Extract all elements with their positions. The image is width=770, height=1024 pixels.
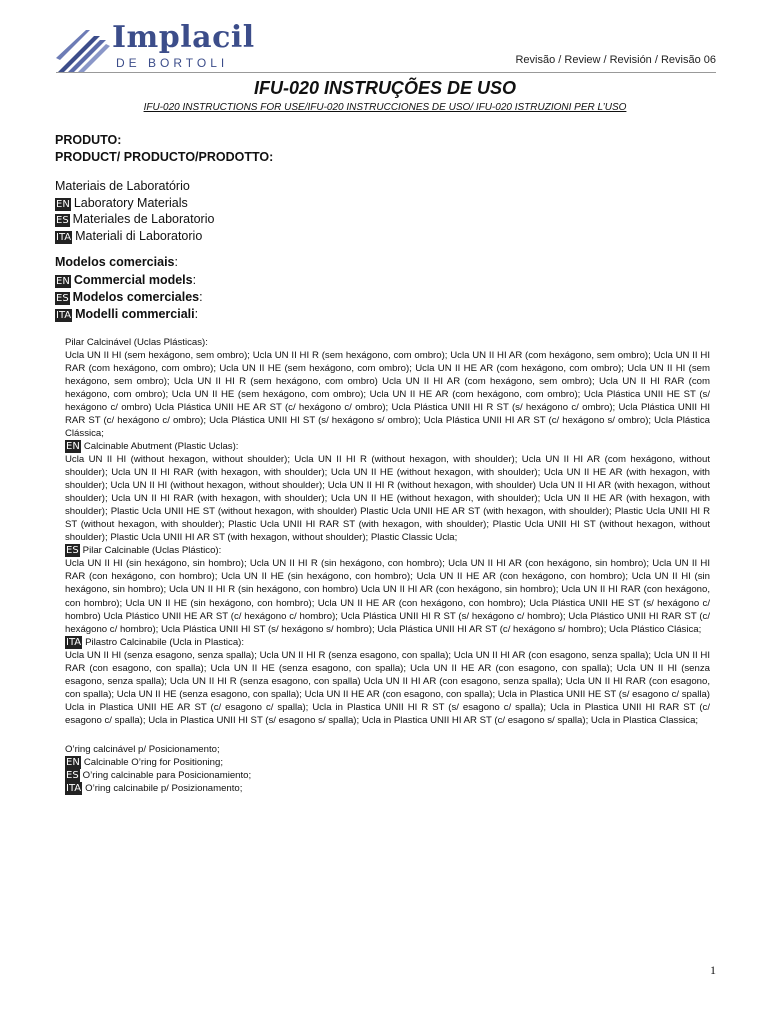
oring-it-text: O’ring calcinabile p/ Posizionamento; xyxy=(85,783,243,795)
en-block-heading-text: Calcinable Abutment (Plastic Uclas): xyxy=(83,440,239,452)
oring-en-text: Calcinable O’ring for Positioning; xyxy=(83,757,223,769)
models-pt: Modelos comerciais: xyxy=(55,255,178,270)
models-en: EN Commercial models: xyxy=(56,272,197,287)
language-tag-ita: ITA xyxy=(56,310,72,322)
language-tag-es: ES xyxy=(66,545,79,557)
models-it-text: Modelli commerciali xyxy=(75,307,195,322)
models-list xyxy=(55,336,710,727)
language-tag-en: EN xyxy=(56,198,70,210)
document-title: IFU-020 INSTRUÇÕES DE USO xyxy=(253,78,517,98)
en-block-heading xyxy=(65,440,710,453)
it-block-heading-text: Pilastro Calcinabile (Ucla in Plastica): xyxy=(85,636,245,648)
revision-label: Revisão / Review / Revisión / Revisão 06 xyxy=(515,54,716,66)
language-tag-en: EN xyxy=(66,440,80,452)
materials-it xyxy=(55,228,710,245)
models-it: ITA Modelli commerciali: xyxy=(56,307,199,322)
it-block-heading xyxy=(65,636,710,649)
es-block-heading-text: Pilar Calcinable (Uclas Plástico): xyxy=(82,545,222,557)
materials-section xyxy=(55,178,710,244)
language-tag-ita: ITA xyxy=(66,636,82,648)
pt-block-text: Ucla UN II HI (sem hexágono, sem ombro); Ucla UN II HI R (sem hexágono, com ombro); Ucla UN II HI AR (com hexágono, sem ombro); Ucla UN II HI RAR (com hexágono, com ombro); Ucla UN II HE (sem hexágono, com ombro); Ucla UN II HE AR (com hexágono, com ombro); Ucla UN II HI (sem hexágono, sem ombro); Ucla UN II HI R (sem hexágono, com ombro) Ucla UN II HI AR (com hexágono, sem ombro); Ucla UN II HI RAR (com hexágono, com ombro); Ucla UN II HE (sem hexágono, com ombro); Ucla UN II HE AR (com hexágono, com ombro); Ucla Plástica UNII HE ST (s/ hexágono c/ ombro) Ucla Plástica UNII HE AR ST (c/ hexágono c/ ombro); Ucla Plástica UNII HI R ST (s/ hexágono c/ ombro); Ucla Plástica UNII HI RAR ST (c/ hexágono c/ ombro); Ucla Plástica UNII HI ST (s/ hexágono s/ ombro); Ucla Plástica UNII HI AR ST (c/ hexágono s/ ombro); Ucla Plástica Clássica; xyxy=(65,349,710,439)
models-es: ES Modelos comerciales: xyxy=(56,289,203,304)
it-block-text: Ucla UN II HI (senza esagono, senza spalla); Ucla UN II HI R (senza esagono, con spalla); Ucla UN II HI AR (con esagono, senza spalla); Ucla UN II HI RAR (con esagono, con spalla); Ucla UN II HE (senza esagono, con spalla); Ucla UN II HE AR (con esagono, con spalla); Ucla UN II HI (senza esagono, senza spalla); Ucla UN II HI R (senza esagono, con spalla) Ucla UN II HI AR (con esagono, senza spalla); Ucla UN II HI RAR (con esagono, con spalla); Ucla UN II HE (senza esagono, con spalla); Ucla UN II HE AR (con esagono, con spalla); Ucla in Plastica UNII HE ST (s/ esagono c/ spalla) Ucla in Plastica UNII HE AR ST (c/ esagono c/ spalla); Ucla in Plastica UNII HI R ST (s/ esagono c/ spalla); Ucla in Plastica UNII HI RAR ST (c/ esagono c/ spalla); Ucla in Plastica UNII HI ST (s/ esagono s/ spalla); Ucla in Plastica UNII HI AR ST (c/ esagono s/ spalla); Ucla in Plastica Classica; xyxy=(65,649,710,726)
es-block-heading xyxy=(65,544,710,557)
header-divider xyxy=(56,72,716,73)
product-label-pt: PRODUTO: xyxy=(55,133,122,147)
implacil-logo-mark-icon xyxy=(56,28,112,74)
oring-en xyxy=(65,756,710,769)
document-body xyxy=(55,132,710,795)
models-en-text: Commercial models xyxy=(73,272,193,287)
pt-block-heading: Pilar Calcinável (Uclas Plásticas): xyxy=(65,336,208,348)
materials-en xyxy=(55,195,710,212)
en-block-text: Ucla UN II HI (without hexagon, without shoulder); Ucla UN II HI R (without hexagon, with shoulder); Ucla UN II HI AR (com hexágono, without shoulder); Ucla UN II HI RAR (with hexagon, with shoulder); Ucla UN II HE (without hexagon, with shoulder); Ucla UN II HE AR (with hexagon, with shoulder); Ucla UN II HI (without hexagon, without shoulder); Ucla UN II HI R (without hexagon, with shoulder) Ucla UN II HI AR (with hexagon, without shoulder); Ucla UN II HI RAR (with hexagon, with shoulder); Ucla UN II HE (without hexagon, with shoulder); Ucla UN II HE AR (with hexagon, with shoulder); Plastic Ucla UNII HE ST (without hexagon, with shoulder) Plastic Ucla UNII HE AR ST (with hexagon, with shoulder); Plastic Ucla UNII HI R ST (without hexagon, with shoulder); Plastic Ucla UNII HI RAR ST (with hexagon, with shoulder); Plastic Ucla UNII HI ST (without hexagon, without shoulder); Plastic Ucla UNII HI AR ST (with hexagon, without shoulder); Plastic Classic Ucla; xyxy=(65,453,710,544)
company-logo xyxy=(56,20,255,74)
document-subtitle: IFU-020 INSTRUCTIONS FOR USE/IFU-020 INSTRUCCIONES DE USO/ IFU-020 ISTRUZIONI PER L’USO xyxy=(143,102,627,113)
models-section xyxy=(55,254,710,323)
language-tag-en: EN xyxy=(66,757,80,769)
oring-it xyxy=(65,782,710,795)
language-tag-es: ES xyxy=(56,292,69,304)
models-pt-text: Modelos comerciais xyxy=(55,255,175,270)
logo-subtitle: DE BORTOLI xyxy=(116,56,229,70)
materials-pt: Materiais de Laboratório xyxy=(55,179,190,193)
logo-name: Implacil xyxy=(112,20,255,55)
product-heading xyxy=(55,132,710,166)
oring-es xyxy=(65,769,710,782)
oring-pt: O’ring calcinável p/ Posicionamento; xyxy=(65,743,220,755)
es-block-text: Ucla UN II HI (sin hexágono, sin hombro); Ucla UN II HI R (sin hexágono, con hombro); Ucla UN II HI AR (con hexágono, sin hombro); Ucla UN II HI RAR (con hexágono, con hombro); Ucla UN II HE (sin hexágono, con hombro); Ucla UN II HE AR (con hexágono, con hombro); Ucla UN II HI (sin hexágono, sin hombro); Ucla UN II HI R (sin hexágono, con hombro) Ucla UN II HI AR (con hexágono, sin hombro); Ucla UN II HI RAR (con hexágono, con hombro); Ucla UN II HE (sin hexágono, con hombro); Ucla UN II HE AR (con hexágono, con hombro); Ucla Plástica UNII HE ST (s/ hexágono c/ hombro) Ucla Plástico UNII HE AR ST (c/ hexágono c/ hombro); Ucla Plástica UNII HI R ST (s/ hexágono c/ hombro); Ucla Plástico UNII HI RAR ST (c/ hexágono c/ hombro); Ucla Plástica UNII HI ST (s/ hexágono s/ hombro); Ucla Plástica UNII HI AR ST (c/ hexágono s/ hombro); Ucla Plástico Clásica; xyxy=(65,558,710,635)
language-tag-en: EN xyxy=(56,275,70,287)
materials-en-text: Laboratory Materials xyxy=(73,195,188,210)
oring-es-text: O’ring calcinable para Posicionamiento; xyxy=(82,770,252,782)
models-es-text: Modelos comerciales xyxy=(72,289,200,304)
materials-it-text: Materiali di Laboratorio xyxy=(75,228,203,243)
materials-es-text: Materiales de Laboratorio xyxy=(72,212,215,227)
language-tag-es: ES xyxy=(66,770,79,782)
language-tag-es: ES xyxy=(56,215,69,227)
materials-es xyxy=(55,211,710,228)
oring-section xyxy=(55,743,710,795)
product-label-multi: PRODUCT/ PRODUCTO/PRODOTTO: xyxy=(55,150,274,164)
language-tag-ita: ITA xyxy=(56,231,72,243)
page-number: 1 xyxy=(710,963,716,977)
language-tag-ita: ITA xyxy=(66,783,82,795)
